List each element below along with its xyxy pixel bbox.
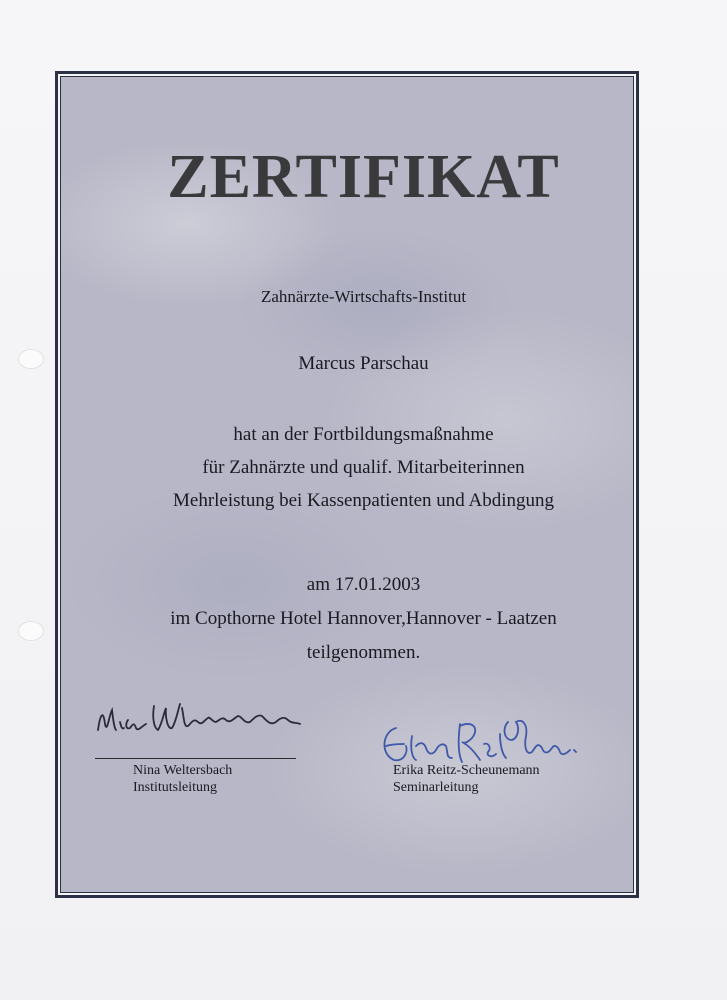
signatory-left <box>133 762 232 796</box>
signature-line <box>95 758 296 759</box>
course-line: für Zahnärzte und qualif. Mitarbeiterinnen <box>202 457 525 478</box>
signatory-role: Institutsleitung <box>133 780 217 795</box>
course-line: hat an der Fortbildungsmaßnahme <box>233 424 494 445</box>
course-line: Mehrleistung bei Kassenpatienten und Abdingung <box>173 490 554 511</box>
venue-line: im Copthorne Hotel Hannover,Hannover - Laatzen <box>170 608 557 629</box>
signatory-name: Erika Reitz-Scheunemann <box>393 763 540 778</box>
signatory-name: Nina Weltersbach <box>133 763 233 778</box>
date-line: am 17.01.2003 <box>306 574 421 595</box>
certificate-title: ZERTIFIKAT <box>167 143 560 211</box>
signatory-right <box>393 762 540 796</box>
signature-nina-weltersbach <box>94 694 304 744</box>
participant-name: Marcus Parschau <box>298 353 429 374</box>
signatory-role: Seminarleitung <box>393 780 479 795</box>
institute-name: Zahnärzte-Wirtschafts-Institut <box>260 287 467 306</box>
closing-line: teilgenommen. <box>306 642 421 663</box>
